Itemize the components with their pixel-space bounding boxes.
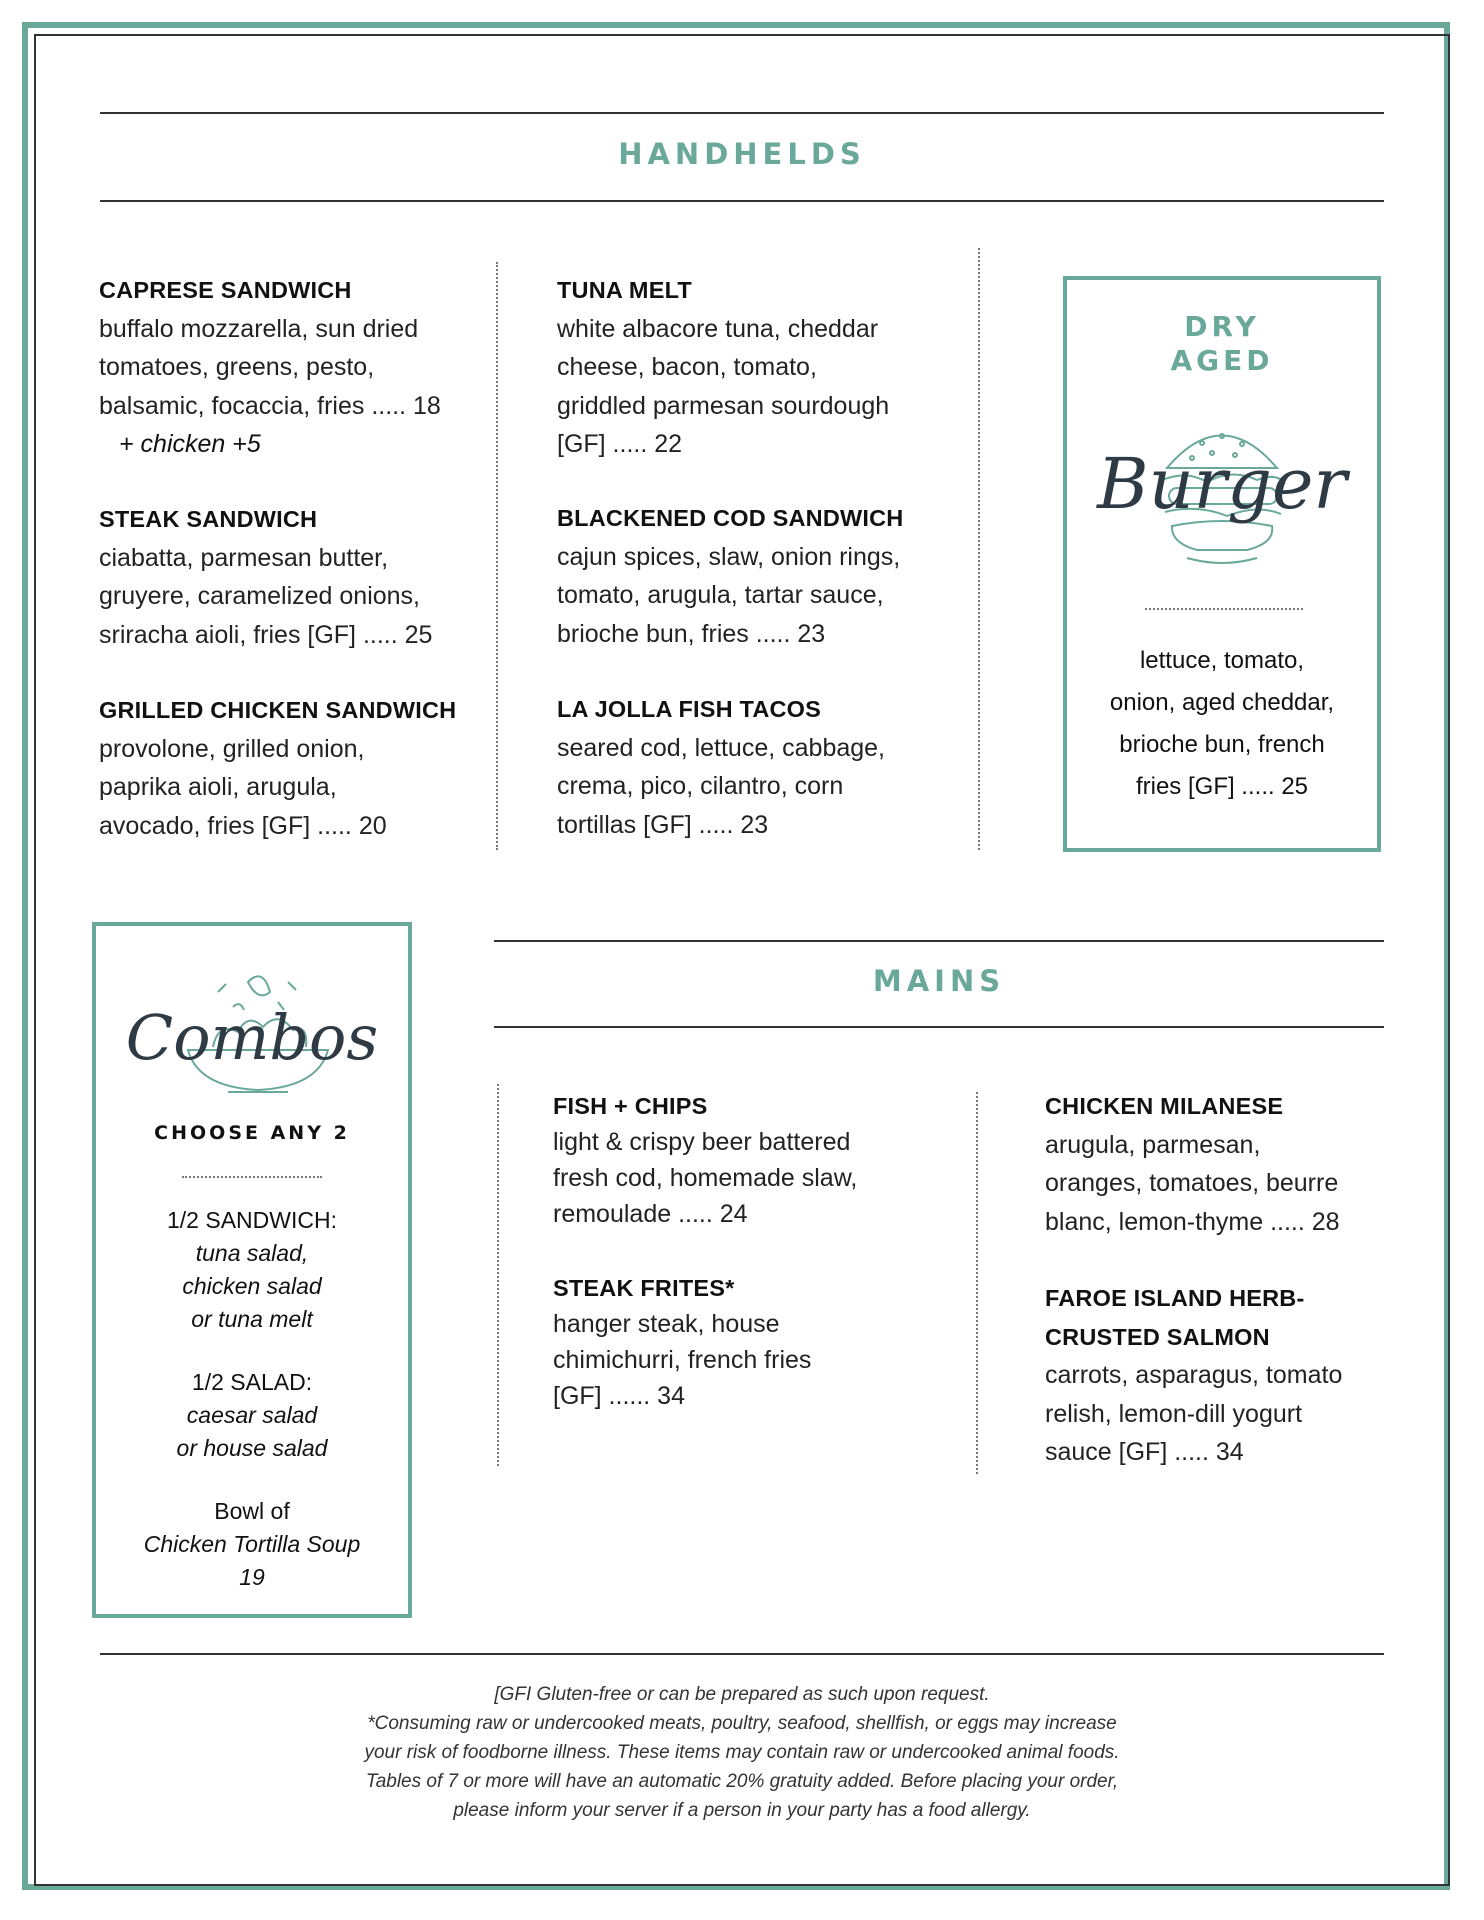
item-name: FISH + CHIPS — [553, 1093, 708, 1119]
item-desc: arugula, parmesan, — [1045, 1130, 1261, 1159]
burger-script-title: Burger — [1097, 443, 1347, 525]
item-desc: blanc, lemon-thyme ..... 28 — [1045, 1207, 1340, 1236]
column-divider — [497, 1084, 499, 1466]
item-desc: carrots, asparagus, tomato — [1045, 1361, 1343, 1389]
menu-item-chicken-milanese — [1045, 1087, 1390, 1241]
footer-line: Tables of 7 or more will have an automatic 20% gratuity added. Before placing your order, — [365, 1771, 1119, 1792]
combo-price: 19 — [239, 1564, 265, 1590]
burger-feature-box — [1063, 276, 1381, 852]
item-desc: relish, lemon-dill yogurt — [1045, 1399, 1303, 1428]
section-title-mains: MAINS — [872, 964, 1006, 998]
footer-line: *Consuming raw or undercooked meats, poultry, seafood, shellfish, or eggs may increase — [367, 1713, 1117, 1734]
dotted-divider — [1145, 608, 1303, 610]
option-item: chicken salad — [182, 1273, 322, 1299]
burger-description — [1067, 640, 1377, 808]
item-desc: remoulade ..... 24 — [553, 1200, 748, 1228]
combos-script-title: Combos — [125, 1001, 379, 1074]
item-desc: fresh cod, homemade slaw, — [553, 1164, 858, 1192]
item-name: GRILLED CHICKEN SANDWICH — [99, 697, 457, 723]
item-name: FAROE ISLAND HERB- — [1045, 1285, 1305, 1311]
dotted-divider — [182, 1176, 322, 1178]
column-divider — [976, 1092, 978, 1474]
item-desc: brioche bun, fries ..... 23 — [557, 619, 826, 648]
item-desc: crema, pico, cilantro, corn — [557, 772, 844, 800]
item-desc: paprika aioli, arugula, — [99, 773, 337, 801]
item-desc: cajun spices, slaw, onion rings, — [557, 542, 901, 571]
item-desc: seared cod, lettuce, cabbage, — [557, 733, 886, 762]
item-name: CHICKEN MILANESE — [1045, 1093, 1284, 1119]
footer-line: please inform your server if a person in your party has a food allergy. — [453, 1800, 1031, 1821]
item-desc: griddled parmesan sourdough — [557, 391, 890, 420]
item-desc: tortillas [GF] ..... 23 — [557, 810, 769, 839]
combos-feature-box — [92, 922, 412, 1618]
item-name: CRUSTED SALMON — [1045, 1323, 1270, 1350]
menu-item-la-jolla-fish-tacos — [557, 690, 967, 844]
item-desc: tomatoes, greens, pesto, — [99, 353, 375, 381]
desc-line: brioche bun, french — [1119, 731, 1325, 758]
item-name: LA JOLLA FISH TACOS — [557, 696, 822, 722]
option-item: tuna salad, — [195, 1240, 309, 1266]
combos-options — [96, 1204, 408, 1594]
divider — [100, 1653, 1384, 1655]
item-name: STEAK FRITES* — [553, 1275, 735, 1301]
item-desc: oranges, tomatoes, beurre — [1045, 1169, 1339, 1197]
footer-line: [GFI Gluten-free or can be prepared as such upon request. — [494, 1684, 990, 1705]
footer-line: your risk of foodborne illness. These items may contain raw or undercooked animal foods. — [364, 1742, 1120, 1763]
item-desc: ciabatta, parmesan butter, — [99, 543, 389, 572]
item-desc: chimichurri, french fries — [553, 1346, 812, 1374]
item-desc: cheese, bacon, tomato, — [557, 353, 817, 381]
menu-item-tuna-melt — [557, 271, 967, 464]
option-item: Chicken Tortilla Soup — [143, 1531, 361, 1557]
item-desc: tomato, arugula, tartar sauce, — [557, 581, 884, 609]
divider — [100, 112, 1384, 114]
heading-line: DRY — [1184, 310, 1260, 343]
item-desc: avocado, fries [GF] ..... 20 — [99, 811, 387, 840]
column-divider — [978, 248, 980, 850]
menu-item-steak-frites — [553, 1270, 963, 1414]
item-desc: gruyere, caramelized onions, — [99, 582, 420, 610]
item-desc: white albacore tuna, cheddar — [557, 314, 879, 343]
divider — [494, 1026, 1384, 1028]
menu-item-steak-sandwich — [99, 500, 489, 654]
item-desc: hanger steak, house — [553, 1310, 780, 1338]
desc-line: fries [GF] ..... 25 — [1135, 773, 1309, 800]
section-title-handhelds: HANDHELDS — [618, 137, 866, 171]
option-label: Bowl of — [214, 1498, 290, 1524]
item-name: STEAK SANDWICH — [99, 506, 318, 532]
item-desc: balsamic, focaccia, fries ..... 18 — [99, 391, 441, 420]
column-divider — [496, 262, 498, 850]
item-desc: [GF] ...... 34 — [553, 1382, 685, 1410]
option-item: caesar salad — [186, 1402, 318, 1428]
heading-line: AGED — [1170, 344, 1274, 377]
option-item: or tuna melt — [191, 1306, 313, 1332]
item-desc: sauce [GF] ..... 34 — [1045, 1438, 1244, 1466]
option-label: 1/2 SANDWICH: — [167, 1207, 337, 1233]
option-label: 1/2 SALAD: — [191, 1369, 313, 1395]
menu-item-caprese-sandwich — [99, 271, 489, 464]
menu-item-grilled-chicken-sandwich — [99, 691, 489, 845]
divider — [100, 200, 1384, 202]
item-name: TUNA MELT — [557, 277, 692, 303]
desc-line: lettuce, tomato, — [1139, 647, 1305, 674]
option-item: or house salad — [176, 1435, 328, 1461]
item-name: CAPRESE SANDWICH — [99, 277, 352, 303]
item-addon: + chicken +5 — [119, 430, 261, 458]
burger-heading — [1067, 310, 1377, 378]
footer-disclaimer — [100, 1680, 1384, 1825]
combos-subheading: CHOOSE ANY 2 — [154, 1122, 350, 1144]
menu-item-fish-chips — [553, 1088, 963, 1232]
divider — [494, 940, 1384, 942]
item-desc: light & crispy beer battered — [553, 1128, 851, 1156]
item-name: BLACKENED COD SANDWICH — [557, 505, 904, 531]
item-desc: provolone, grilled onion, — [99, 734, 365, 763]
item-desc: [GF] ..... 22 — [557, 430, 683, 458]
item-desc: sriracha aioli, fries [GF] ..... 25 — [99, 620, 433, 649]
item-desc: buffalo mozzarella, sun dried — [99, 314, 419, 343]
menu-item-faroe-island-salmon — [1045, 1279, 1390, 1472]
menu-item-blackened-cod-sandwich — [557, 499, 967, 653]
desc-line: onion, aged cheddar, — [1109, 689, 1335, 716]
